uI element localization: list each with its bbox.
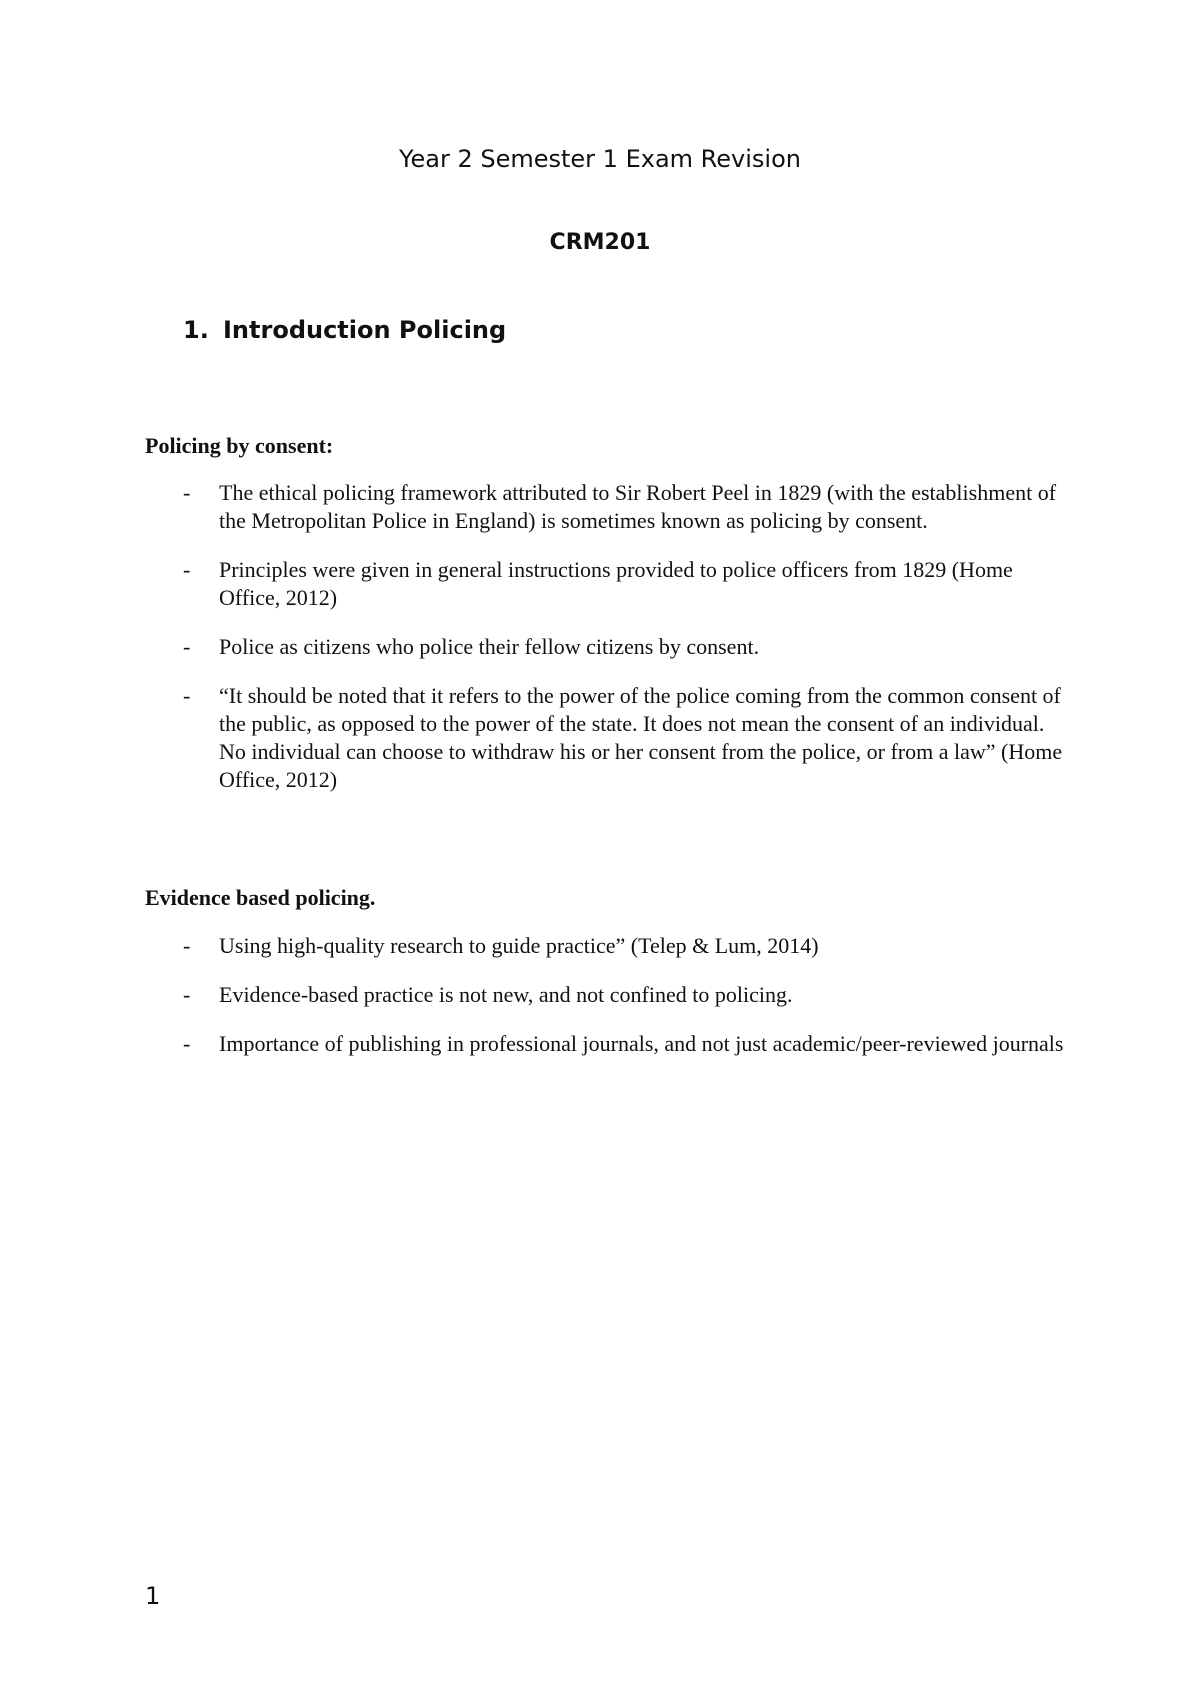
list-item (145, 1030, 1075, 1058)
list-item-text: Using high-quality research to guide practice” (Telep & Lum, 2014) (219, 933, 819, 958)
subheading-policing-by-consent: Policing by consent: (145, 433, 334, 458)
section-heading (183, 313, 506, 347)
bullet-marker: - (183, 982, 191, 1007)
bullet-marker: - (183, 1031, 191, 1056)
list-item-text: Police as citizens who police their fellow citizens by consent. (219, 634, 760, 659)
list-item (145, 932, 1075, 960)
list-item (145, 981, 1075, 1009)
list-item (145, 479, 1075, 535)
bullet-list-policing-by-consent (145, 479, 1075, 815)
list-item-text: The ethical policing framework attributed to Sir Robert Peel in 1829 (with the establishment of the Metropolitan Police in England) is sometimes known as policing by consent. (219, 480, 1057, 533)
page-number: 1 (145, 1582, 161, 1610)
bullet-marker: - (183, 634, 191, 659)
subheading-evidence-based-policing: Evidence based policing. (145, 885, 376, 910)
list-item-text: Principles were given in general instructions provided to police officers from 1829 (Home Office, 2012) (219, 557, 1013, 610)
list-item-text: Evidence-based practice is not new, and not confined to policing. (219, 982, 793, 1007)
document-title: Year 2 Semester 1 Exam Revision (399, 145, 801, 173)
bullet-marker: - (183, 683, 191, 708)
bullet-list-evidence-based-policing (145, 932, 1075, 1079)
list-item (145, 633, 1075, 661)
section-number: 1. (183, 316, 209, 344)
list-item (145, 556, 1075, 612)
bullet-marker: - (183, 933, 191, 958)
section-title: Introduction Policing (223, 316, 507, 344)
list-item (145, 682, 1075, 794)
bullet-marker: - (183, 480, 191, 505)
bullet-marker: - (183, 557, 191, 582)
list-item-text: Importance of publishing in professional journals, and not just academic/peer-reviewed journals (219, 1031, 1064, 1056)
course-code: CRM201 (549, 230, 651, 255)
list-item-text: “It should be noted that it refers to the power of the police coming from the common consent of the public, as opposed to the power of the state. It does not mean the consent of an individual. No individual can choose to withdraw his or her consent from the police, or from a law” (Home Office, 2012) (219, 683, 1063, 792)
